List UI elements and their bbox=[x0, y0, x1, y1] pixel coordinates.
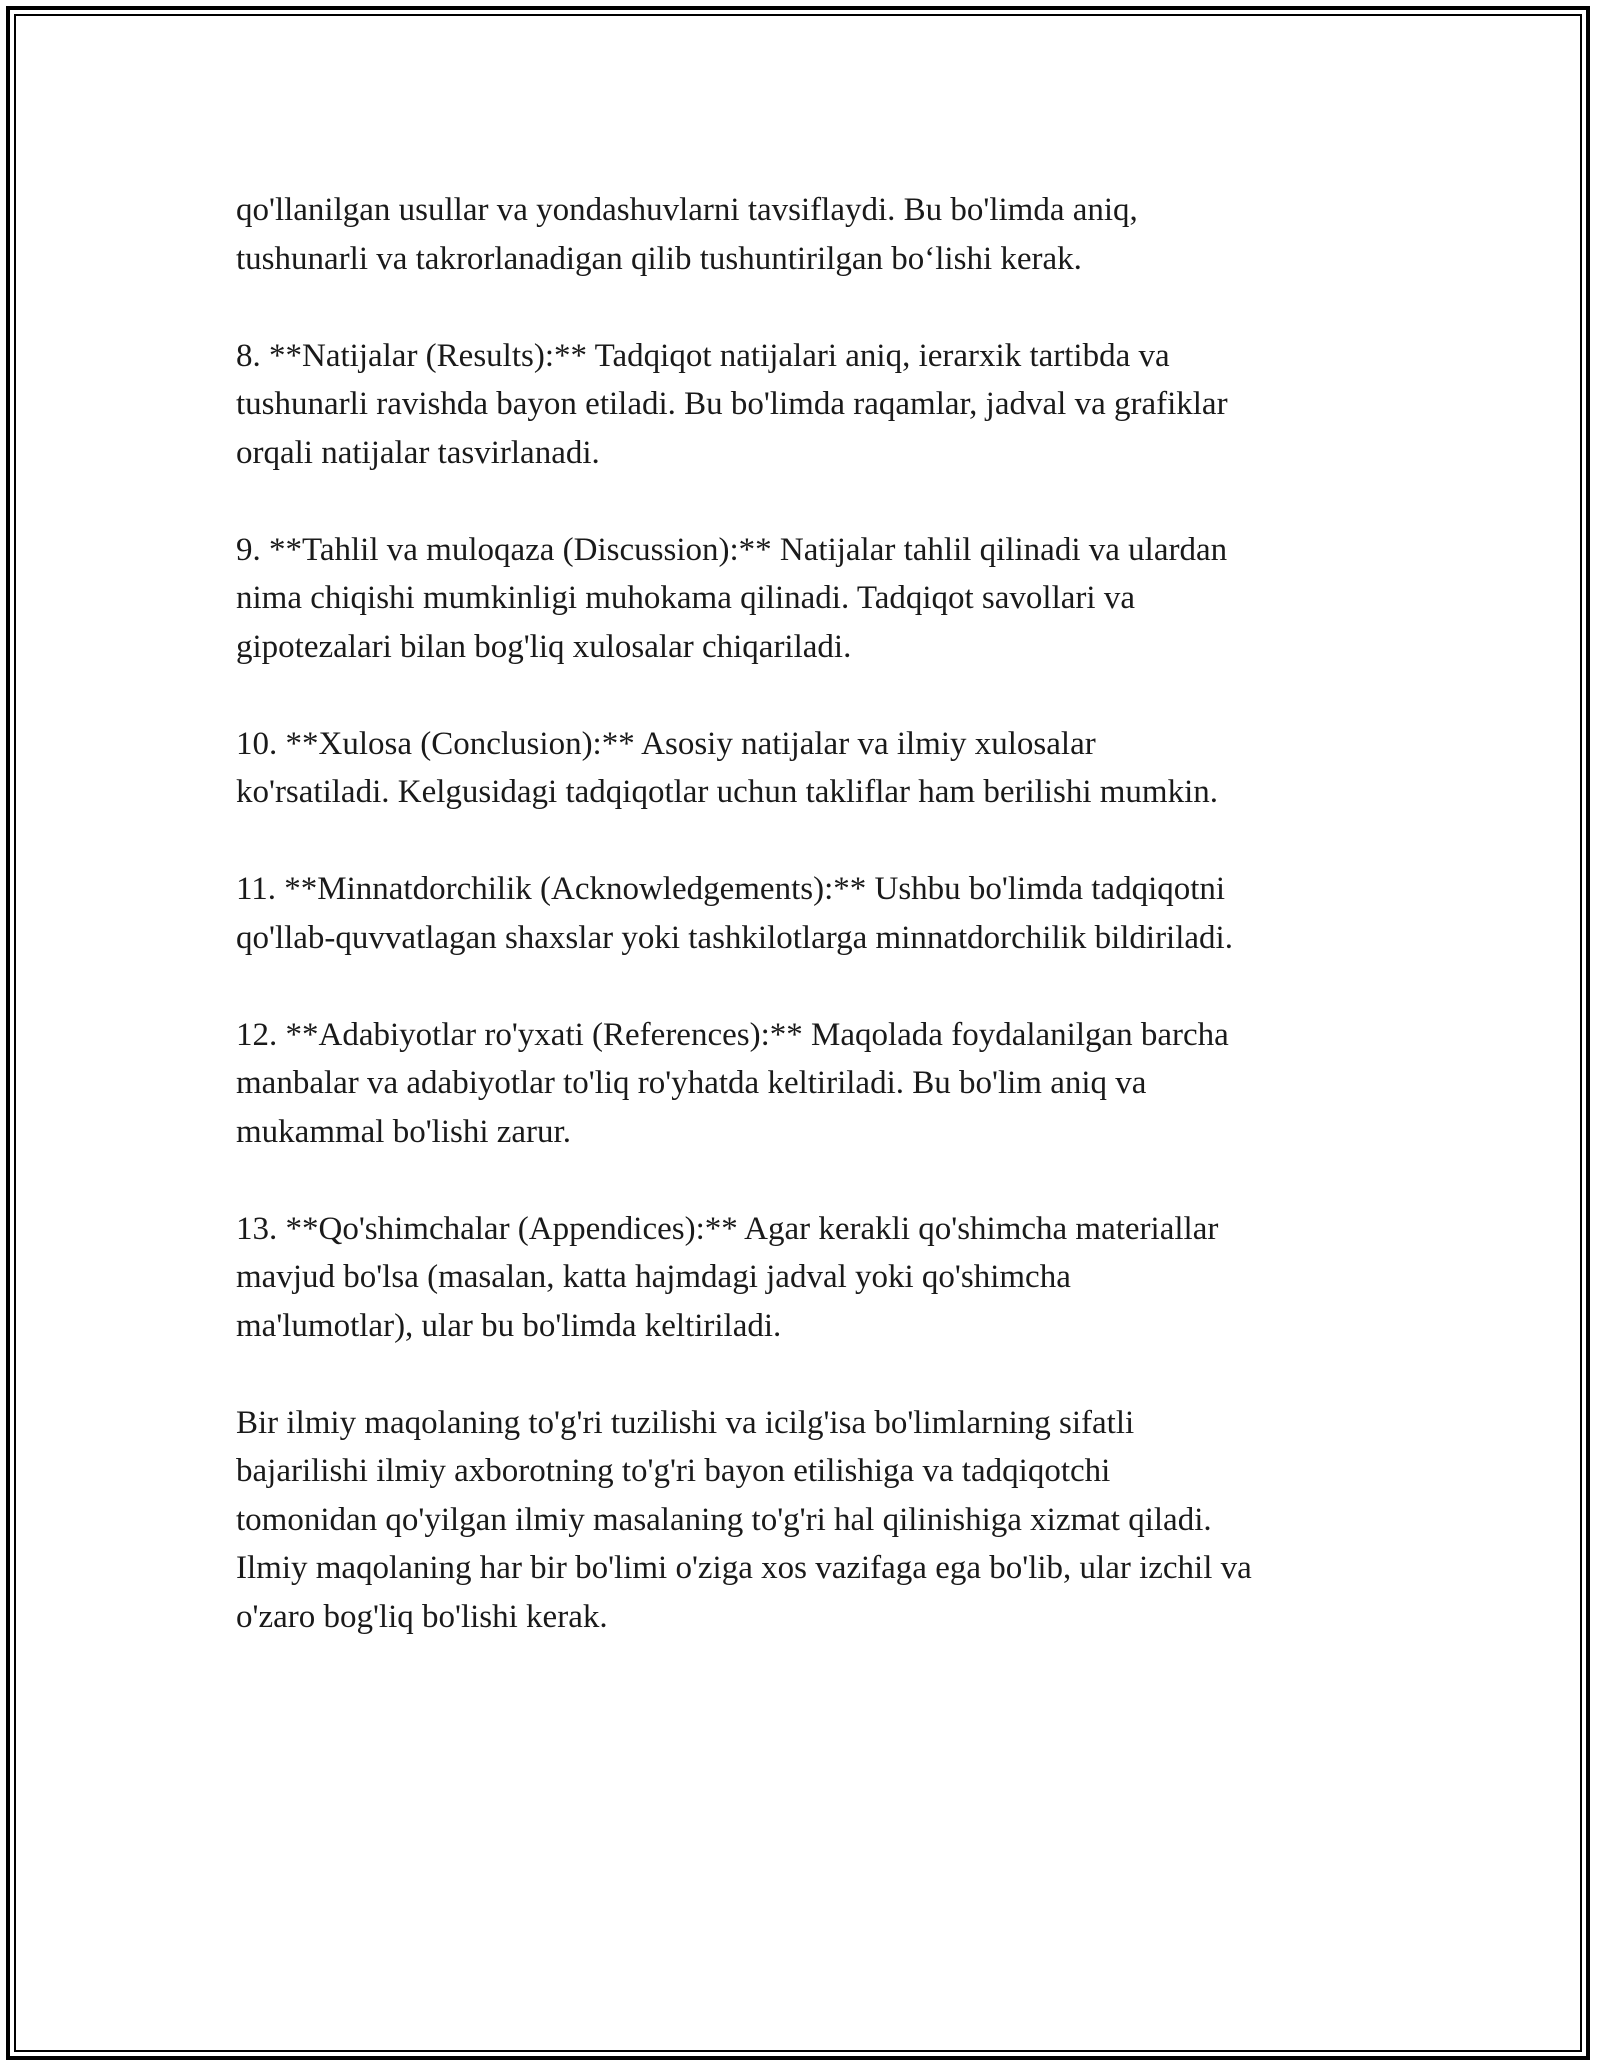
paragraph-summary bbox=[236, 1399, 1376, 1642]
paragraph-references bbox=[236, 1011, 1376, 1157]
text-line: 13. **Qo'shimchalar (Appendices):** Agar kerakli qo'shimcha materiallar bbox=[236, 1210, 1219, 1247]
text-line: tushunarli ravishda bayon etiladi. Bu bo'limda raqamlar, jadval va grafiklar bbox=[236, 386, 1228, 422]
text-line: ma'lumotlar), ular bu bo'limda keltiriladi. bbox=[236, 1307, 782, 1344]
text-line: tomonidan qo'yilgan ilmiy masalaning to'g'ri hal qilinishiga xizmat qiladi. bbox=[236, 1501, 1212, 1538]
text-line: 11. **Minnatdorchilik (Acknowledgements):** Ushbu bo'limda tadqiqotni bbox=[236, 871, 1226, 907]
text-line: mavjud bo'lsa (masalan, katta hajmdagi jadval yoki qo'shimcha bbox=[236, 1259, 1071, 1295]
text-line: mukammal bo'lishi zarur. bbox=[236, 1113, 571, 1150]
text-line: tushunarli va takrorlanadigan qilib tushuntirilgan bo‘lishi kerak. bbox=[236, 240, 1082, 277]
text-line: ko'rsatiladi. Kelgusidagi tadqiqotlar uchun takliflar ham berilishi mumkin. bbox=[236, 774, 1218, 810]
text-line: qo'llab-quvvatlagan shaxslar yoki tashkilotlarga minnatdorchilik bildiriladi. bbox=[236, 919, 1233, 956]
paragraph-conclusion bbox=[236, 720, 1376, 817]
paragraph-discussion bbox=[236, 526, 1376, 672]
paragraph-methods-continued bbox=[236, 186, 1376, 283]
text-line: 8. **Natijalar (Results):** Tadqiqot natijalari aniq, ierarxik tartibda va bbox=[236, 337, 1170, 374]
text-line: gipotezalari bilan bog'liq xulosalar chiqariladi. bbox=[236, 628, 852, 665]
text-line: orqali natijalar tasvirlanadi. bbox=[236, 434, 600, 471]
paragraph-appendices bbox=[236, 1205, 1376, 1351]
text-line: manbalar va adabiyotlar to'liq ro'yhatda keltiriladi. Bu bo'lim aniq va bbox=[236, 1065, 1147, 1101]
text-line: bajarilishi ilmiy axborotning to'g'ri bayon etilishiga va tadqiqotchi bbox=[236, 1453, 1111, 1489]
text-line: 9. **Tahlil va muloqaza (Discussion):** Natijalar tahlil qilinadi va ulardan bbox=[236, 531, 1228, 568]
text-line: o'zaro bog'liq bo'lishi kerak. bbox=[236, 1598, 608, 1635]
text-line: Ilmiy maqolaning har bir bo'limi o'ziga xos vazifaga ega bo'lib, ular izchil va bbox=[236, 1550, 1252, 1586]
paragraph-results bbox=[236, 332, 1376, 478]
text-line: Bir ilmiy maqolaning to'g'ri tuzilishi va icilg'isa bo'limlarning sifatli bbox=[236, 1404, 1135, 1441]
text-line: 12. **Adabiyotlar ro'yxati (References):** Maqolada foydalanilgan barcha bbox=[236, 1016, 1229, 1053]
text-line: 10. **Xulosa (Conclusion):** Asosiy natijalar va ilmiy xulosalar bbox=[236, 725, 1096, 762]
paragraph-acknowledgements bbox=[236, 865, 1376, 962]
text-line: qo'llanilgan usullar va yondashuvlarni tavsiflaydi. Bu bo'limda aniq, bbox=[236, 192, 1138, 228]
document-body bbox=[236, 186, 1376, 1690]
text-line: nima chiqishi mumkinligi muhokama qilinadi. Tadqiqot savollari va bbox=[236, 580, 1135, 616]
